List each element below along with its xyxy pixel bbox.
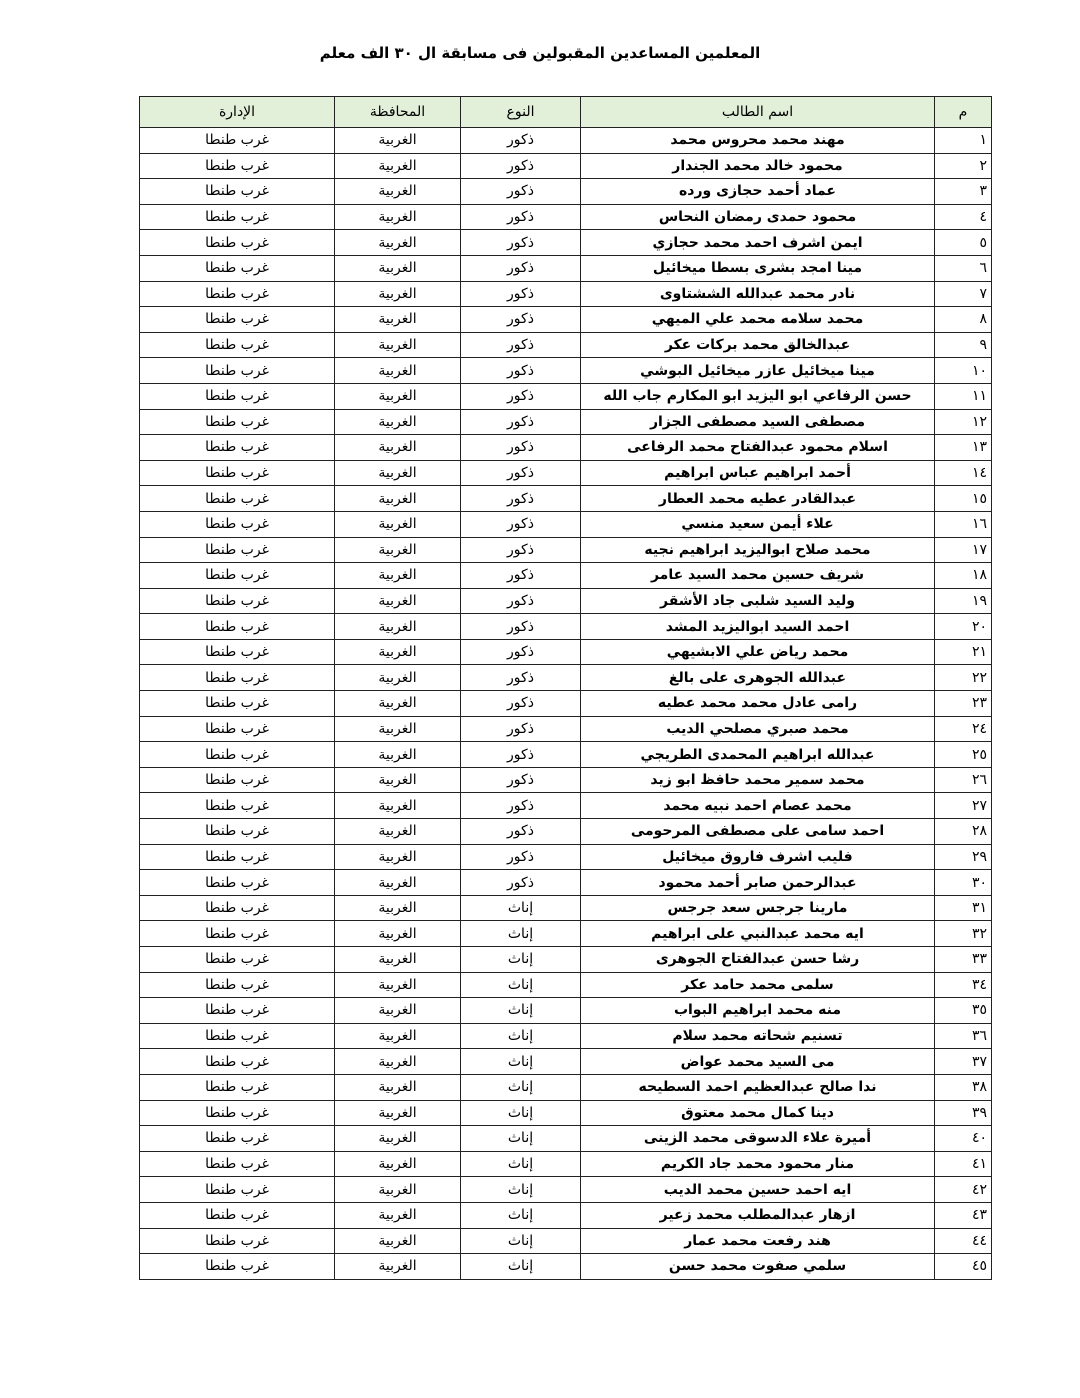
table-row [140,563,992,589]
gender-cell: ذكور [461,435,581,461]
gender-cell: إناث [461,1023,581,1049]
administration-cell: غرب طنطا [140,511,335,537]
gender-cell: إناث [461,895,581,921]
governorate-cell: الغربية [335,307,461,333]
table-row [140,1126,992,1152]
page-title: المعلمين المساعدين المقبولين فى مسابقة ال ٣٠ الف معلم [319,44,761,62]
student-name: منار محمود محمد جاد الكريم [581,1151,935,1177]
administration-cell: غرب طنطا [140,844,335,870]
administration-cell: غرب طنطا [140,537,335,563]
student-name: عبدالله ابراهيم المحمدى الطريجي [581,742,935,768]
administration-cell: غرب طنطا [140,1202,335,1228]
administration-cell: غرب طنطا [140,255,335,281]
gender-cell: ذكور [461,204,581,230]
student-name: مصطفى السيد مصطفى الجزار [581,409,935,435]
table-row [140,793,992,819]
governorate-cell: الغربية [335,179,461,205]
gender-cell: ذكور [461,588,581,614]
table-row [140,179,992,205]
administration-cell: غرب طنطا [140,1074,335,1100]
administration-cell: غرب طنطا [140,409,335,435]
row-number: ٣٩ [935,1100,992,1126]
row-number: ٣٧ [935,1049,992,1075]
row-number: ٣١ [935,895,992,921]
table-row [140,588,992,614]
governorate-cell: الغربية [335,588,461,614]
row-number: ٥ [935,230,992,256]
gender-cell: ذكور [461,844,581,870]
administration-cell: غرب طنطا [140,895,335,921]
gender-cell: ذكور [461,179,581,205]
administration-cell: غرب طنطا [140,921,335,947]
gender-cell: ذكور [461,870,581,896]
student-name: احمد سامى على مصطفى المرحومى [581,819,935,845]
administration-cell: غرب طنطا [140,614,335,640]
row-number: ١١ [935,383,992,409]
row-number: ١ [935,128,992,154]
student-name: عبدالرحمن صابر أحمد محمود [581,870,935,896]
table-body [140,128,992,1280]
gender-cell: ذكور [461,486,581,512]
table-row [140,742,992,768]
table-row [140,691,992,717]
student-name: ندا صالح عبدالعظيم احمد السطيحه [581,1074,935,1100]
gender-cell: ذكور [461,383,581,409]
table-row [140,204,992,230]
governorate-cell: الغربية [335,793,461,819]
table-row [140,153,992,179]
table-row [140,716,992,742]
table-row [140,947,992,973]
table-row [140,767,992,793]
student-name: حسن الرفاعي ابو اليزيد ابو المكارم جاب الله [581,383,935,409]
row-number: ٤٠ [935,1126,992,1152]
row-number: ٣ [935,179,992,205]
gender-cell: ذكور [461,716,581,742]
administration-cell: غرب طنطا [140,665,335,691]
gender-cell: ذكور [461,639,581,665]
governorate-cell: الغربية [335,870,461,896]
governorate-cell: الغربية [335,255,461,281]
table-row [140,230,992,256]
administration-cell: غرب طنطا [140,1100,335,1126]
administration-cell: غرب طنطا [140,1023,335,1049]
administration-cell: غرب طنطا [140,332,335,358]
student-name: اسلام محمود عبدالفتاح محمد الرفاعى [581,435,935,461]
gender-cell: ذكور [461,307,581,333]
table-row [140,844,992,870]
administration-cell: غرب طنطا [140,486,335,512]
row-number: ١٧ [935,537,992,563]
student-name: أميرة علاء الدسوقى محمد الزينى [581,1126,935,1152]
gender-cell: إناث [461,1074,581,1100]
student-name: ايمن اشرف احمد محمد حجازي [581,230,935,256]
governorate-cell: الغربية [335,332,461,358]
administration-cell: غرب طنطا [140,435,335,461]
row-number: ٢٣ [935,691,992,717]
table-row [140,281,992,307]
row-number: ٤١ [935,1151,992,1177]
table-row [140,819,992,845]
student-name: مى السيد محمد عواض [581,1049,935,1075]
governorate-cell: الغربية [335,895,461,921]
table-row [140,921,992,947]
table-row [140,486,992,512]
table-row [140,358,992,384]
administration-cell: غرب طنطا [140,153,335,179]
administration-cell: غرب طنطا [140,307,335,333]
governorate-cell: الغربية [335,1074,461,1100]
student-name: ازهار عبدالمطلب محمد زعير [581,1202,935,1228]
gender-cell: ذكور [461,537,581,563]
administration-cell: غرب طنطا [140,128,335,154]
gender-cell: إناث [461,1228,581,1254]
governorate-cell: الغربية [335,1023,461,1049]
table-row [140,511,992,537]
row-number: ٦ [935,255,992,281]
administration-cell: غرب طنطا [140,179,335,205]
governorate-cell: الغربية [335,435,461,461]
governorate-cell: الغربية [335,1202,461,1228]
gender-cell: إناث [461,972,581,998]
table-row [140,537,992,563]
table-row [140,1049,992,1075]
gender-cell: ذكور [461,793,581,819]
administration-cell: غرب طنطا [140,767,335,793]
administration-cell: غرب طنطا [140,1254,335,1280]
governorate-cell: الغربية [335,767,461,793]
student-name: عماد أحمد حجازى ورده [581,179,935,205]
table-row [140,1151,992,1177]
governorate-cell: الغربية [335,998,461,1024]
governorate-cell: الغربية [335,716,461,742]
administration-cell: غرب طنطا [140,1228,335,1254]
row-number: ٢١ [935,639,992,665]
teachers-table [139,96,992,1280]
row-number: ١٣ [935,435,992,461]
row-number: ١٠ [935,358,992,384]
table-row [140,1100,992,1126]
student-name: أحمد ابراهيم عباس ابراهيم [581,460,935,486]
table-row [140,1177,992,1203]
governorate-cell: الغربية [335,1049,461,1075]
governorate-cell: الغربية [335,281,461,307]
student-name: ايه محمد عبدالنبي على ابراهيم [581,921,935,947]
governorate-cell: الغربية [335,947,461,973]
row-number: ٣٦ [935,1023,992,1049]
governorate-cell: الغربية [335,972,461,998]
gender-cell: إناث [461,921,581,947]
administration-cell: غرب طنطا [140,1049,335,1075]
table-row [140,870,992,896]
governorate-cell: الغربية [335,128,461,154]
student-name: احمد السيد ابواليزيد المشد [581,614,935,640]
gender-cell: ذكور [461,358,581,384]
administration-cell: غرب طنطا [140,639,335,665]
row-number: ٢٤ [935,716,992,742]
student-name: منه محمد ابراهيم البواب [581,998,935,1024]
administration-cell: غرب طنطا [140,947,335,973]
governorate-cell: الغربية [335,921,461,947]
governorate-cell: الغربية [335,844,461,870]
administration-cell: غرب طنطا [140,998,335,1024]
administration-cell: غرب طنطا [140,1151,335,1177]
gender-cell: إناث [461,947,581,973]
row-number: ٤ [935,204,992,230]
gender-cell: ذكور [461,691,581,717]
student-name: علاء أيمن سعيد منسي [581,511,935,537]
student-name: تسنيم شحاته محمد سلام [581,1023,935,1049]
student-name: مينا ميخائيل عازر ميخائيل البوشي [581,358,935,384]
student-name: مينا امجد بشرى بسطا ميخائيل [581,255,935,281]
row-number: ٤٥ [935,1254,992,1280]
row-number: ٩ [935,332,992,358]
column-header-num: م [935,97,992,128]
administration-cell: غرب طنطا [140,281,335,307]
governorate-cell: الغربية [335,614,461,640]
row-number: ١٥ [935,486,992,512]
row-number: ٣٥ [935,998,992,1024]
table-row [140,972,992,998]
row-number: ٢٩ [935,844,992,870]
governorate-cell: الغربية [335,819,461,845]
gender-cell: ذكور [461,460,581,486]
gender-cell: إناث [461,1100,581,1126]
row-number: ٣٣ [935,947,992,973]
governorate-cell: الغربية [335,563,461,589]
administration-cell: غرب طنطا [140,972,335,998]
table-row [140,1202,992,1228]
table-row [140,409,992,435]
administration-cell: غرب طنطا [140,563,335,589]
column-header-name: اسم الطالب [581,97,935,128]
column-header-administration: الإدارة [140,97,335,128]
student-name: عبدالخالق محمد بركات عكر [581,332,935,358]
student-name: مهند محمد محروس محمد [581,128,935,154]
row-number: ٣٨ [935,1074,992,1100]
table-row [140,1228,992,1254]
gender-cell: إناث [461,998,581,1024]
table-row [140,435,992,461]
administration-cell: غرب طنطا [140,383,335,409]
student-name: محمود حمدى رمضان النحاس [581,204,935,230]
governorate-cell: الغربية [335,639,461,665]
student-name: محمد صبري مصلحي الديب [581,716,935,742]
gender-cell: إناث [461,1254,581,1280]
gender-cell: إناث [461,1126,581,1152]
governorate-cell: الغربية [335,383,461,409]
row-number: ٢٢ [935,665,992,691]
gender-cell: إناث [461,1151,581,1177]
governorate-cell: الغربية [335,204,461,230]
administration-cell: غرب طنطا [140,460,335,486]
governorate-cell: الغربية [335,742,461,768]
governorate-cell: الغربية [335,358,461,384]
governorate-cell: الغربية [335,665,461,691]
row-number: ٣٠ [935,870,992,896]
row-number: ٢٨ [935,819,992,845]
gender-cell: ذكور [461,230,581,256]
table-row [140,614,992,640]
student-name: سلمي صفوت محمد حسن [581,1254,935,1280]
student-name: محمد صلاح ابواليزيد ابراهيم نجيه [581,537,935,563]
row-number: ٢ [935,153,992,179]
row-number: ٢٥ [935,742,992,768]
gender-cell: ذكور [461,819,581,845]
row-number: ٢٠ [935,614,992,640]
student-name: رشا حسن عبدالفتاح الجوهرى [581,947,935,973]
table-row [140,1074,992,1100]
row-number: ٣٤ [935,972,992,998]
student-name: دينا كمال محمد معتوق [581,1100,935,1126]
student-name: فليب اشرف فاروق ميخائيل [581,844,935,870]
row-number: ٤٣ [935,1202,992,1228]
governorate-cell: الغربية [335,153,461,179]
administration-cell: غرب طنطا [140,1177,335,1203]
governorate-cell: الغربية [335,460,461,486]
governorate-cell: الغربية [335,691,461,717]
gender-cell: ذكور [461,614,581,640]
gender-cell: إناث [461,1177,581,1203]
table-row [140,1023,992,1049]
governorate-cell: الغربية [335,1100,461,1126]
governorate-cell: الغربية [335,1151,461,1177]
row-number: ٢٧ [935,793,992,819]
administration-cell: غرب طنطا [140,230,335,256]
governorate-cell: الغربية [335,230,461,256]
student-name: ايه احمد حسين محمد الديب [581,1177,935,1203]
gender-cell: ذكور [461,665,581,691]
gender-cell: ذكور [461,153,581,179]
gender-cell: ذكور [461,255,581,281]
administration-cell: غرب طنطا [140,819,335,845]
gender-cell: ذكور [461,409,581,435]
row-number: ٣٢ [935,921,992,947]
administration-cell: غرب طنطا [140,742,335,768]
row-number: ٧ [935,281,992,307]
table-header-row [140,97,992,128]
row-number: ١٤ [935,460,992,486]
gender-cell: ذكور [461,332,581,358]
student-name: محمد رياض علي الابشيهي [581,639,935,665]
student-name: محمود خالد محمد الجندار [581,153,935,179]
table-row [140,332,992,358]
gender-cell: ذكور [461,281,581,307]
administration-cell: غرب طنطا [140,793,335,819]
table-row [140,998,992,1024]
student-name: شريف حسين محمد السيد عامر [581,563,935,589]
gender-cell: ذكور [461,563,581,589]
administration-cell: غرب طنطا [140,358,335,384]
student-name: سلمى محمد حامد عكر [581,972,935,998]
table-row [140,307,992,333]
governorate-cell: الغربية [335,1228,461,1254]
student-name: مارينا جرجس سعد جرجس [581,895,935,921]
gender-cell: ذكور [461,742,581,768]
column-header-type: النوع [461,97,581,128]
governorate-cell: الغربية [335,486,461,512]
governorate-cell: الغربية [335,511,461,537]
student-name: عبدالقادر عطيه محمد العطار [581,486,935,512]
administration-cell: غرب طنطا [140,691,335,717]
row-number: ١٩ [935,588,992,614]
gender-cell: إناث [461,1049,581,1075]
student-name: محمد عصام احمد نبيه محمد [581,793,935,819]
student-name: محمد سلامه محمد علي الميهي [581,307,935,333]
table-row [140,895,992,921]
row-number: ١٨ [935,563,992,589]
governorate-cell: الغربية [335,1254,461,1280]
table-row [140,255,992,281]
governorate-cell: الغربية [335,409,461,435]
table-row [140,383,992,409]
administration-cell: غرب طنطا [140,588,335,614]
gender-cell: ذكور [461,511,581,537]
student-name: نادر محمد عبدالله الششتاوى [581,281,935,307]
row-number: ١٦ [935,511,992,537]
row-number: ٤٤ [935,1228,992,1254]
table-row [140,665,992,691]
governorate-cell: الغربية [335,537,461,563]
row-number: ٨ [935,307,992,333]
administration-cell: غرب طنطا [140,716,335,742]
student-name: عبدالله الجوهرى على بالغ [581,665,935,691]
row-number: ٤٢ [935,1177,992,1203]
column-header-governorate: المحافظة [335,97,461,128]
gender-cell: إناث [461,1202,581,1228]
administration-cell: غرب طنطا [140,204,335,230]
governorate-cell: الغربية [335,1126,461,1152]
table-row [140,128,992,154]
student-name: وليد السيد شلبى جاد الأشقر [581,588,935,614]
row-number: ٢٦ [935,767,992,793]
administration-cell: غرب طنطا [140,870,335,896]
student-name: هند رفعت محمد عمار [581,1228,935,1254]
student-name: رامى عادل محمد محمد عطيه [581,691,935,717]
gender-cell: ذكور [461,128,581,154]
row-number: ١٢ [935,409,992,435]
administration-cell: غرب طنطا [140,1126,335,1152]
table-row [140,460,992,486]
gender-cell: ذكور [461,767,581,793]
table-row [140,1254,992,1280]
governorate-cell: الغربية [335,1177,461,1203]
table-row [140,639,992,665]
student-name: محمد سمير محمد حافظ ابو زيد [581,767,935,793]
